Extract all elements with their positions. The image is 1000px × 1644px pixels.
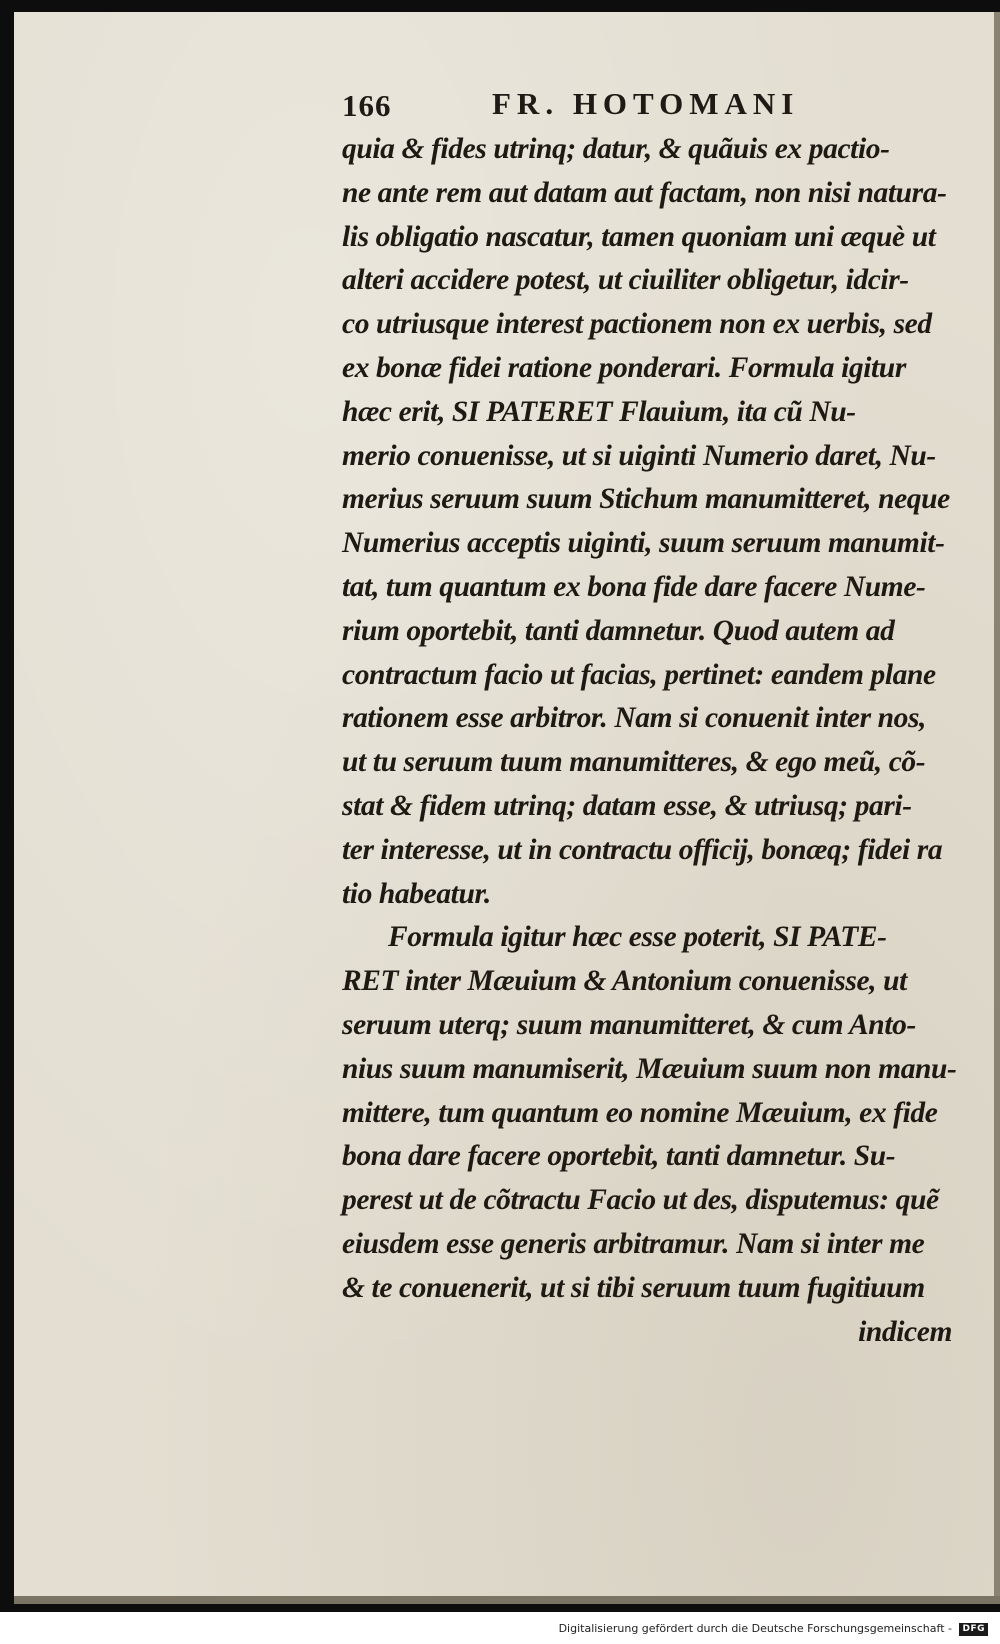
text-line: seruum uterq; suum manumitteret, & cum Anto- [342,1008,916,1041]
text-line: perest ut de cõtractu Facio ut des, disputemus: quẽ [342,1184,939,1217]
text-line: stat & fidem utrinq; datam esse, & utriusq; pari- [342,789,912,822]
page-edge-right [994,12,1000,1604]
text-line: rationem esse arbitror. Nam si conuenit inter nos, [342,702,927,735]
text-line: co utriusque interest pactionem non ex uerbis, sed [342,308,932,341]
text-line: & te conuenerit, ut si tibi seruum tuum fugitiuum [342,1271,925,1304]
text-line: ne ante rem aut datam aut factam, non nisi natura- [342,176,947,209]
text-line: bona dare facere oportebit, tanti damnetur. Su- [342,1140,896,1173]
catchword: indicem [858,1315,952,1348]
text-line: eiusdem esse generis arbitramur. Nam si inter me [342,1227,925,1260]
page-header [342,84,962,128]
text-line: alteri accidere potest, ut ciuiliter obligetur, idcir- [342,264,909,297]
text-line: tio habeatur. [342,877,491,910]
text-line: Numerius acceptis uiginti, suum seruum manumit- [342,527,945,560]
text-line: lis obligatio nascatur, tamen quoniam uni æquè ut [342,220,936,253]
digitization-footer [0,1618,988,1640]
text-line: rium oportebit, tanti damnetur. Quod autem ad [342,614,895,647]
footer-separator: - [948,1622,956,1635]
text-line: mittere, tum quantum eo nomine Mæuium, ex fide [342,1096,938,1129]
running-head: FR. HOTOMANI [492,86,800,121]
text-line: ut tu seruum tuum manumitteres, & ego meũ, cõ- [342,746,926,779]
text-line: nius suum manumiserit, Mæuium suum non manu- [342,1052,957,1085]
text-line: RET inter Mæuium & Antonium conuenisse, ut [342,965,907,998]
text-line: ex bonæ fidei ratione ponderari. Formula igitur [342,351,906,384]
text-line-paragraph-start: Formula igitur hæc esse poterit, SI PATE- [388,921,887,954]
text-block [342,128,968,1354]
text-line: quia & fides utrinq; datur, & quãuis ex pactio- [342,133,890,165]
page-number: 166 [342,88,392,123]
text-line: merio conuenisse, ut si uiginti Numerio daret, Nu- [342,439,936,472]
footer-credit: Digitalisierung gefördert durch die Deutsche Forschungsgemeinschaft [558,1622,945,1635]
text-line: hæc erit, SI PATERET Flauium, ita cũ Nu- [342,395,856,428]
text-line: merius seruum suum Stichum manumitteret, neque [342,483,950,516]
dfg-logo: DFG [959,1623,988,1636]
text-line: contractum facio ut facias, pertinet: eandem plane [342,658,936,691]
text-line: tat, tum quantum ex bona fide dare facere Nume- [342,570,926,603]
page-edge-bottom [14,1596,1000,1604]
text-line: ter interesse, ut in contractu officij, bonæq; fidei ra [342,833,943,866]
